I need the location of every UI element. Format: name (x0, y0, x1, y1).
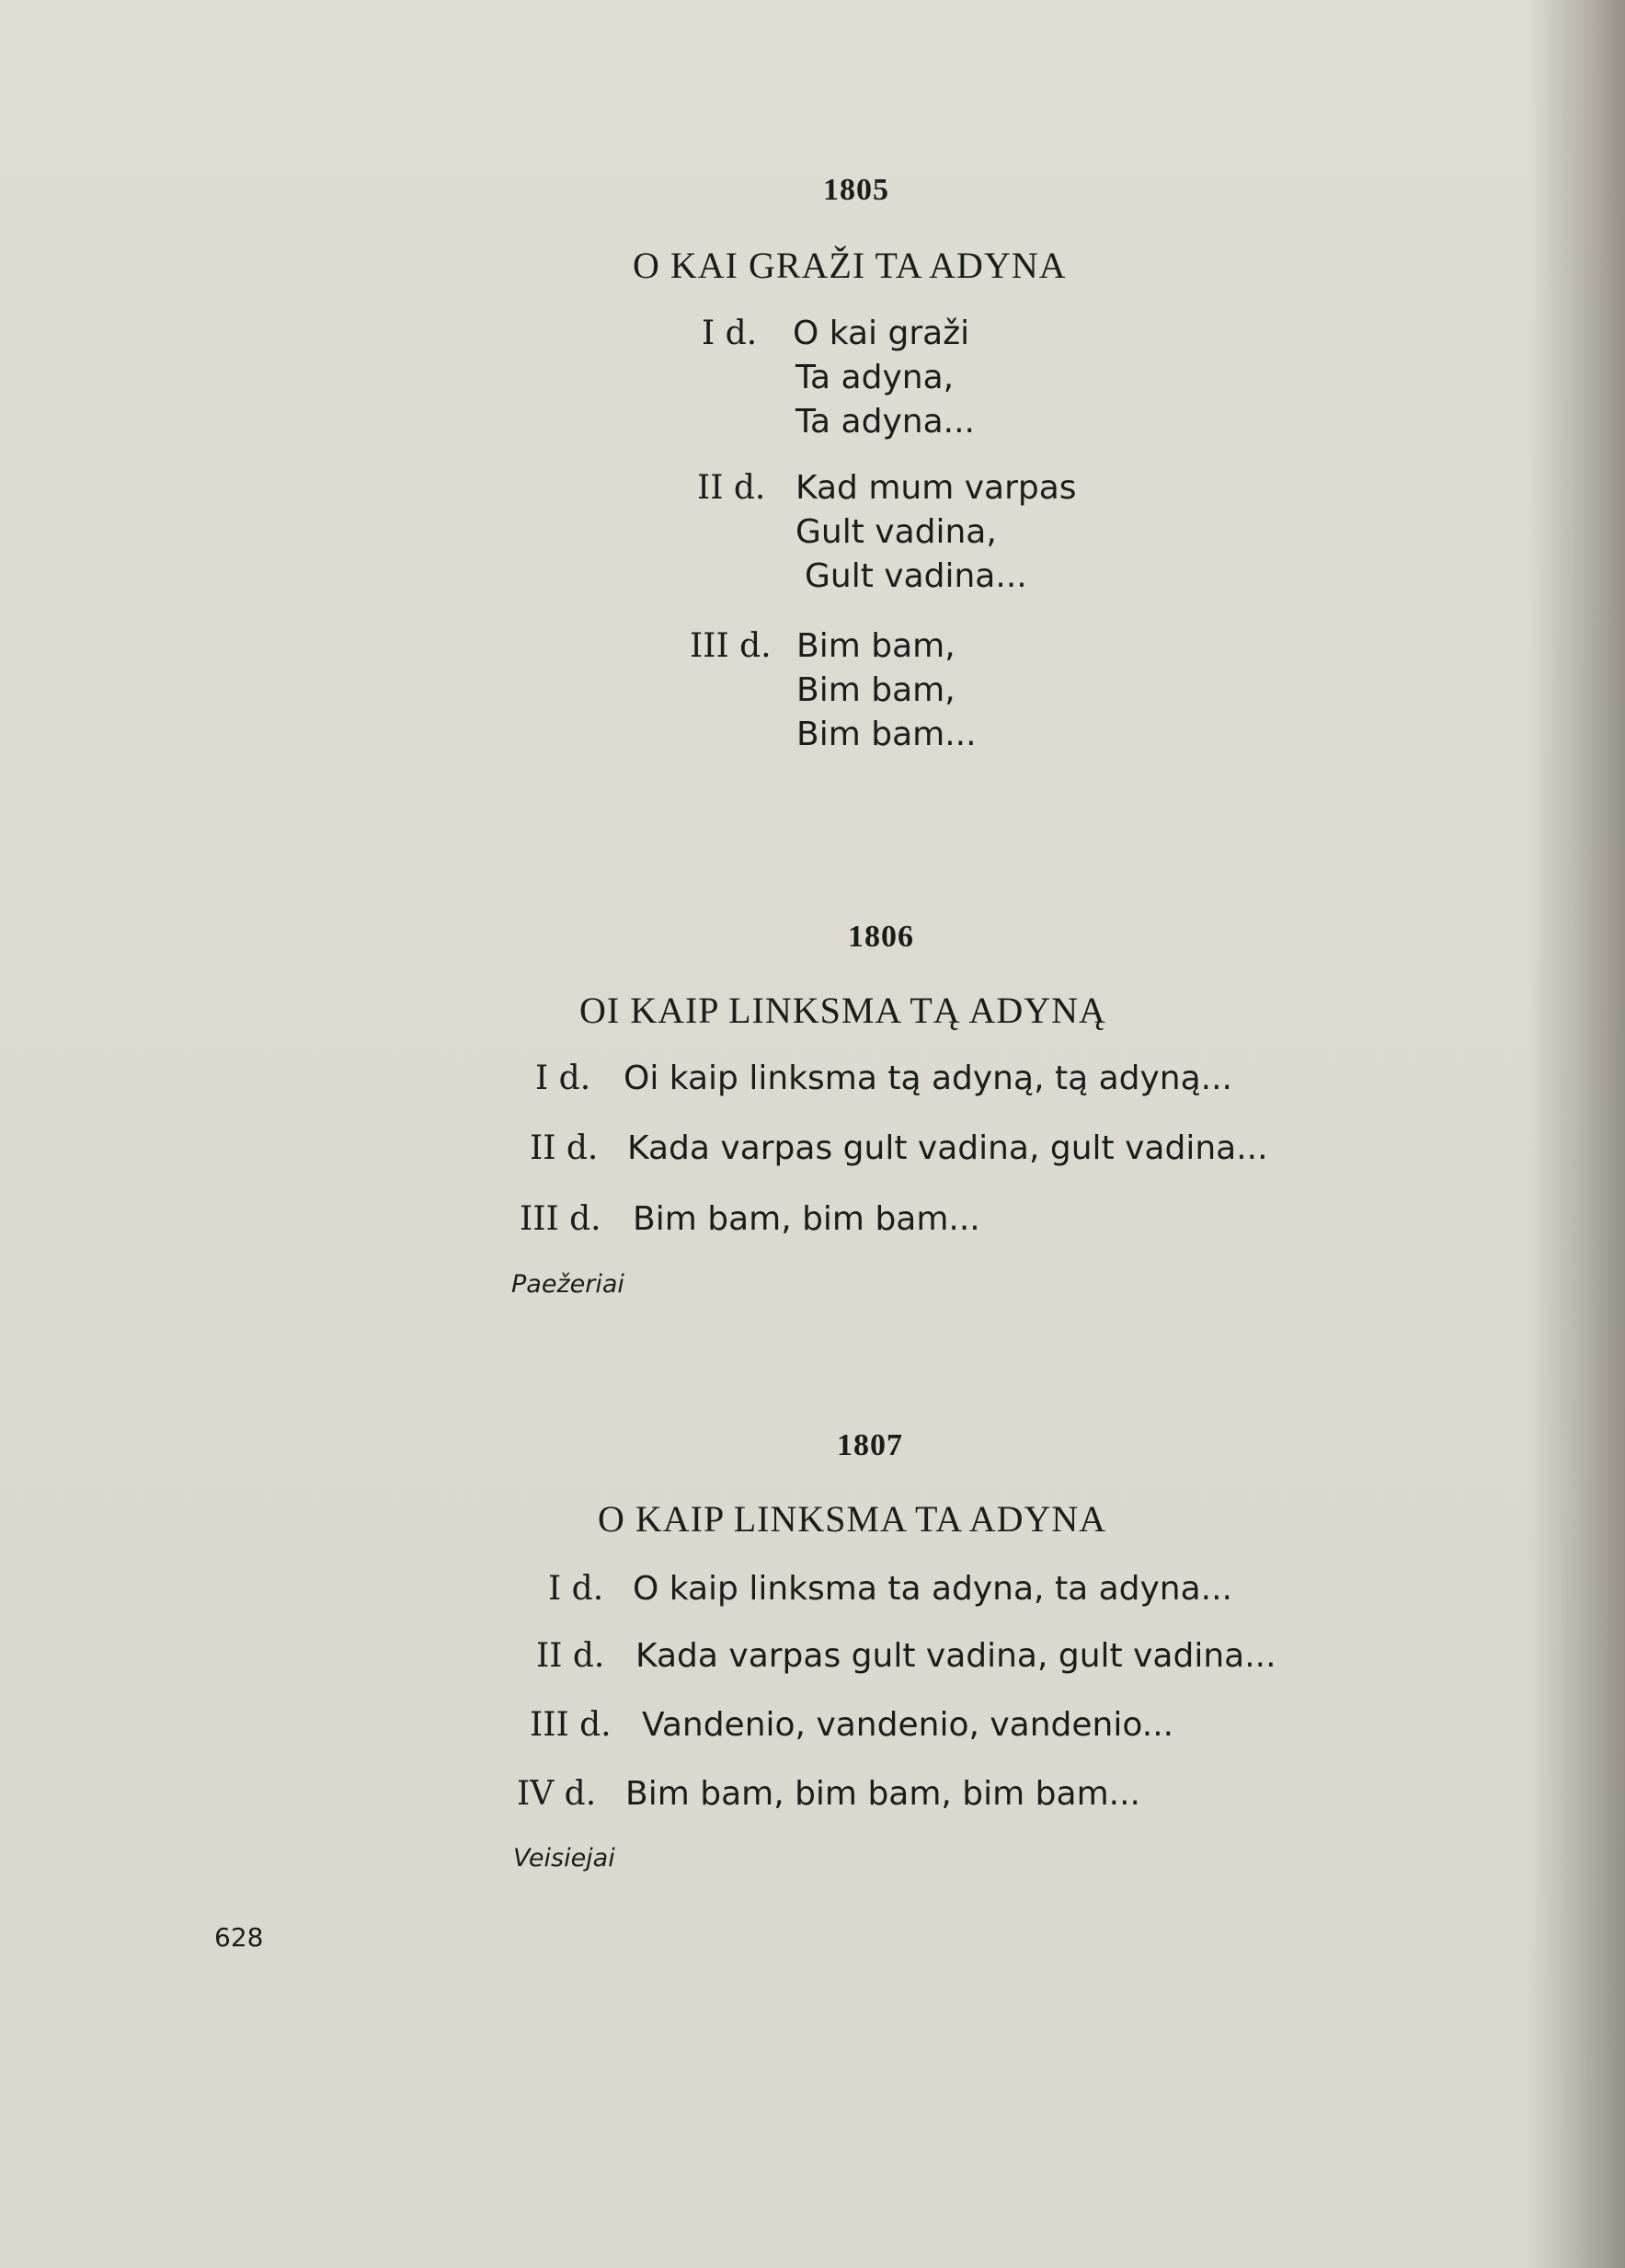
place-name: Veisiejai (513, 1844, 615, 1873)
verse-line: Bim bam... (796, 716, 977, 753)
verse-label: IV d. (517, 1775, 597, 1813)
verse-line: Bim bam, bim bam, bim bam... (625, 1775, 1140, 1813)
verse-label: I d. (535, 1060, 591, 1097)
verse-line: Ta adyna, (795, 359, 955, 396)
verse-line: Bim bam, (796, 671, 956, 709)
verse-line: O kaip linksma ta adyna, ta adyna... (633, 1570, 1232, 1608)
verse-line: Kada varpas gult vadina, gult vadina... (635, 1637, 1276, 1675)
verse-line: Bim bam, (796, 627, 956, 665)
verse-line: Gult vadina... (805, 557, 1027, 595)
verse-line: Kada varpas gult vadina, gult vadina... (627, 1129, 1268, 1167)
song-number: 1806 (848, 920, 914, 954)
verse-label: II d. (530, 1129, 599, 1167)
song-number: 1805 (823, 173, 889, 207)
verse-label: III d. (530, 1706, 612, 1744)
verse-line: Vandenio, vandenio, vandenio... (642, 1706, 1174, 1744)
verse-label: II d. (697, 469, 766, 507)
verse-line: Gult vadina, (795, 513, 997, 551)
verse-line: Oi kaip linksma tą adyną, tą adyną... (624, 1060, 1232, 1097)
verse-label: III d. (690, 627, 772, 665)
verse-line: O kai graži (793, 315, 970, 352)
song-title: O KAIP LINKSMA TA ADYNA (598, 1498, 1107, 1540)
verse-line: Bim bam, bim bam... (633, 1200, 980, 1238)
verse-line: Ta adyna... (795, 403, 975, 441)
verse-label: II d. (536, 1637, 605, 1675)
verse-label: I d. (702, 315, 758, 352)
song-number: 1807 (837, 1428, 903, 1462)
song-title: OI KAIP LINKSMA TĄ ADYNĄ (579, 990, 1106, 1031)
page-number: 628 (214, 1922, 264, 1953)
song-title: O KAI GRAŽI TA ADYNA (633, 245, 1067, 286)
verse-label: I d. (548, 1570, 604, 1608)
verse-label: III d. (520, 1200, 601, 1238)
place-name: Paežeriai (511, 1270, 624, 1299)
verse-line: Kad mum varpas (795, 469, 1077, 507)
